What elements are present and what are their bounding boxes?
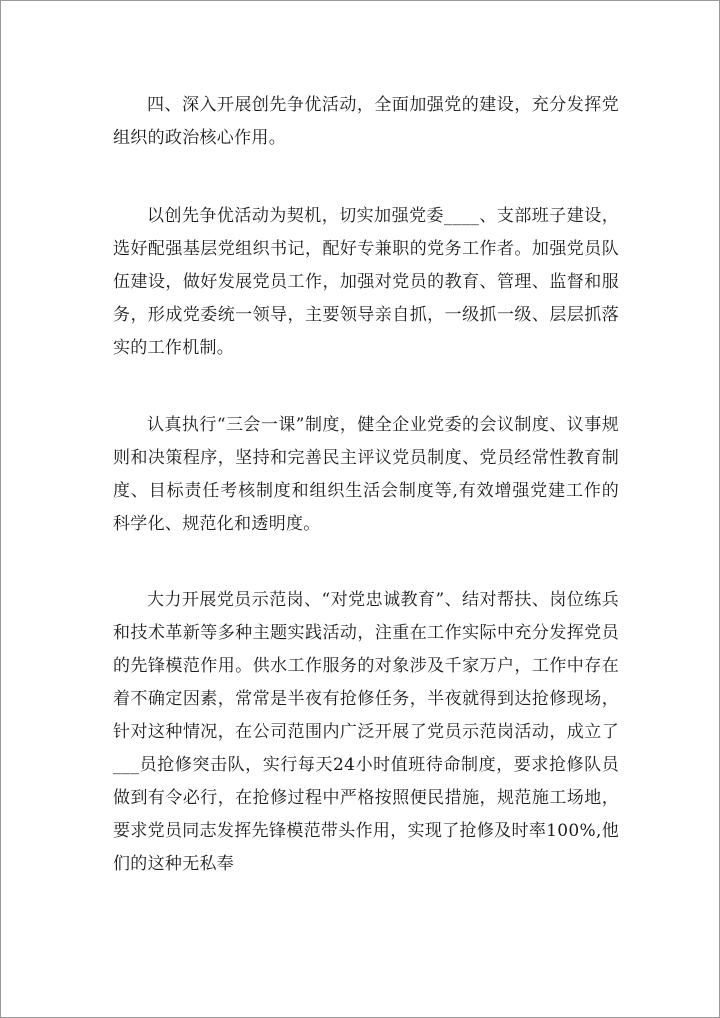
paragraph-meeting-system: 认真执行“三会一课”制度，健全企业党委的会议制度、议事规则和决策程序，坚持和完善民主评议党员制度、党员经常性教育制度、目标责任考核制度和组织生活会制度等,有效增强党建工作的科学化、规范化和透明度。 bbox=[113, 415, 619, 534]
document-body bbox=[113, 89, 619, 881]
paragraph-model-post: 大力开展党员示范岗、“对党忠诚教育”、结对帮扶、岗位练兵和技术革新等多种主题实践活动，注重在工作实际中充分发挥党员的先锋模范作用。供水工作服务的对象涉及千家万户，工作中存在着不确定因素，常常是半夜有抢修任务，半夜就得到达抢修现场，针对这种情况，在公司范围内广泛开展了党员示范岗活动，成立了___员抢修突击队，实行每天24小时值班待命制度，要求抢修队员做到有令必行，在抢修过程中严格按照便民措施，规范施工场地，要求党员同志发挥先锋模范带头作用，实现了抢修及时率100%,他们的这种无私奉 bbox=[113, 590, 619, 874]
paragraph-heading-four: 四、深入开展创先争优活动，全面加强党的建设，充分发挥党组织的政治核心作用。 bbox=[113, 95, 619, 148]
paragraph-party-building: 以创先争优活动为契机，切实加强党委____、支部班子建设，选好配强基层党组织书记，配好专兼职的党务工作者。加强党员队伍建设，做好发展党员工作，加强对党员的教育、管理、监督和服务，形成党委统一领导，主要领导亲自抓，一级抓一级、层层抓落实的工作机制。 bbox=[113, 206, 619, 358]
